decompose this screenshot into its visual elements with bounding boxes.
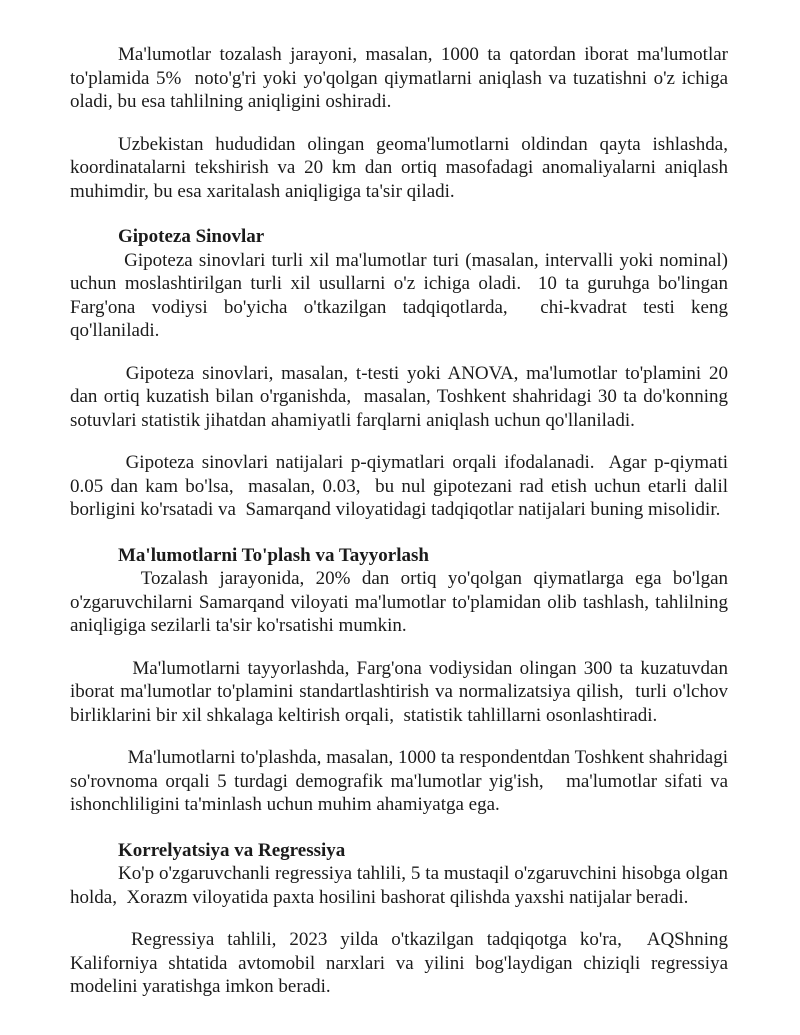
paragraph-p-values: Gipoteza sinovlari natijalari p-qiymatlari orqali ifodalanadi. Agar p-qiymati 0.05 dan kam bo'lsa, masalan, 0.03, bu nul gipotezani rad etish uchun etarli dalil borligini ko'rsatadi va Samarqand viloyatidagi tadqiqotlar natijalari buning misolidir.: [70, 452, 733, 520]
heading-data-collection-preparation: Ma'lumotlarni To'plash va Tayyorlash: [118, 544, 429, 566]
paragraph-multivariate-regression: Ko'p o'zgaruvchanli regressiya tahlili, 5 ta mustaqil o'zgaruvchini hisobga olgan holda, Xorazm viloyatida paxta hosilini bashorat qilishda yaxshi natijalar beradi.: [70, 863, 733, 908]
paragraph-hypothesis-test-types: Gipoteza sinovlari turli xil ma'lumotlar turi (masalan, intervalli yoki nominal) uchun moslashtirilgan turli xil usullarni o'z ichiga oladi. 10 ta guruhga bo'lingan Farg'ona vodiysi bo'yicha o'tkazilgan tadqiqotlarda, chi-kvadrat testi keng qo'llaniladi.: [70, 249, 738, 341]
paragraph-geodata-preprocessing: Uzbekistan hududidan olingan geoma'lumotlarni oldindan qayta ishlashda, koordinatalarni tekshirish va 20 km dan ortiq masofadagi anomaliyalarni aniqlash muhimdir, bu esa xaritalash aniqligiga ta'sir qiladi.: [70, 133, 733, 202]
paragraph-linear-regression-2023: Regressiya tahlili, 2023 yilda o'tkazilgan tadqiqotga ko'ra, AQShning Kaliforniya shtatida avtomobil narxlari va yilini bog'laydigan chiziqli regressiya modelini yaratishga imkon beradi.: [70, 929, 733, 997]
heading-correlation-regression: Korrelyatsiya va Regressiya: [118, 839, 346, 861]
paragraph-ttest-anova: Gipoteza sinovlari, masalan, t-testi yoki ANOVA, ma'lumotlar to'plamini 20 dan ortiq kuzatish bilan o'rganishda, masalan, Toshkent shahridagi 30 ta do'konning sotuvlari statistik jihatdan ahamiyatli farqlarni aniqlash uchun qo'llaniladi.: [70, 362, 733, 431]
paragraph-survey-data-collection: Ma'lumotlarni to'plashda, masalan, 1000 ta respondentdan Toshkent shahridagi so'rovnoma orqali 5 turdagi demografik ma'lumotlar yig'ish, ma'lumotlar sifati va ishonchliligini ta'minlash uchun muhim ahamiyatga ega.: [70, 747, 733, 815]
heading-hypothesis-tests: Gipoteza Sinovlar: [118, 226, 265, 247]
paragraph-data-cleaning: Ma'lumotlar tozalash jarayoni, masalan, 1000 ta qatordan iborat ma'lumotlar to'plamida 5% noto'g'ri yoki yo'qolgan qiymatlarni aniqlash va tuzatishni o'z ichiga oladi, bu esa tahlilning aniqligini oshiradi.: [70, 44, 733, 112]
paragraph-standardization-normalization: Ma'lumotlarni tayyorlashda, Farg'ona vodiysidan olingan 300 ta kuzatuvdan iborat ma'lumotlar to'plamini standartlashtirish va normalizatsiya qilish, turli o'lchov birliklarini bir xil shkalaga keltirish orqali, statistik tahlillarni osonlashtiradi.: [70, 657, 733, 726]
paragraph-cleaning-missing-values: Tozalash jarayonida, 20% dan ortiq yo'qolgan qiymatlarga ega bo'lgan o'zgaruvchilarni Samarqand viloyati ma'lumotlar to'plamidan olib tashlash, tahlilning aniqligiga sezilarli ta'sir ko'rsatishi mumkin.: [70, 568, 733, 636]
